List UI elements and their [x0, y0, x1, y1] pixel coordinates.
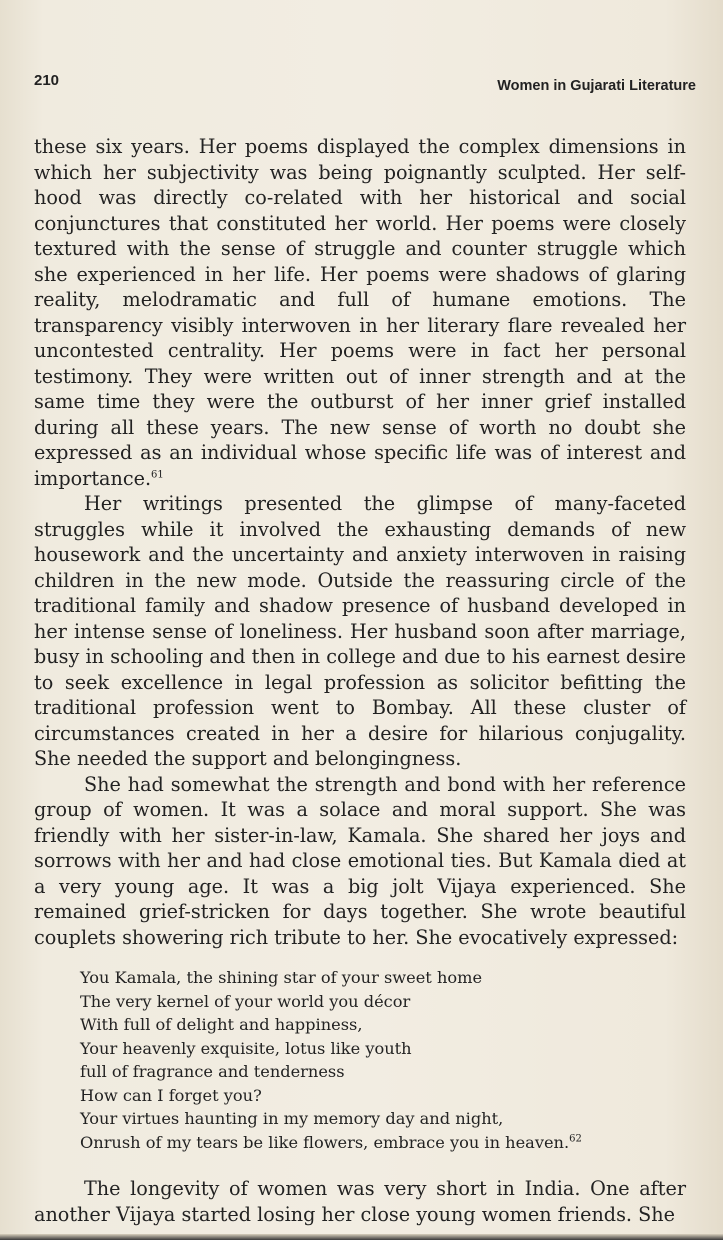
verse-line: How can I forget you?	[80, 1085, 262, 1105]
verse-line: With full of delight and happiness,	[80, 1015, 363, 1034]
closing-paragraph	[34, 1176, 686, 1227]
verse-line: You Kamala, the shining star of your sweet home	[80, 968, 483, 987]
verse-line-last	[80, 1131, 686, 1155]
running-title: Women in Gujarati Literature	[497, 78, 696, 94]
footnote-ref-61: 61	[151, 469, 164, 481]
verse-line: Your heavenly exquisite, lotus like youth	[80, 1038, 412, 1058]
footnote-ref-62: 62	[569, 1133, 582, 1145]
page-number: 210	[34, 72, 60, 89]
paragraph-1	[34, 134, 686, 491]
body-text	[34, 134, 686, 1227]
verse-line: The very kernel of your world you décor	[80, 991, 411, 1011]
paragraph-2-text: Her writings presented the glimpse of many-faceted struggles while it involved the exhausting demands of new housework and the uncertainty and anxiety interwoven in raising children in the new mode. Outside the reassuring circle of the traditional family and shadow presence of husband developed in her intense sense of loneliness. Her husband soon after marriage, busy in schooling and then in college and due to his earnest desire to seek excellence in legal profession as solicitor befitting the traditional profession went to Bombay. All these cluster of circumstances created in her a desire for hilarious conjugality. She needed the support and belongingness.	[34, 492, 686, 770]
page-bottom-edge	[0, 1234, 723, 1240]
paragraph-1-text: these six years. Her poems displayed the complex dimensions in which her subjectivity was being poignantly sculpted. Her self-hood was directly co-related with her historical and social conjunctures that constituted her world. Her poems were closely textured with the sense of struggle and counter struggle which she experienced in her life. Her poems were shadows of glaring reality, melodramatic and full of humane emotions. The transparency visibly interwoven in her literary flare revealed her uncontested centrality. Her poems were in fact her personal testimony. They were written out of inner strength and at the same time they were the outburst of her inner grief installed during all these years. The new sense of worth no doubt she expressed as an individual whose specific life was of interest and importance.	[34, 135, 686, 490]
verse-line-text: Onrush of my tears be like flowers, embrace you in heaven.	[80, 1132, 570, 1152]
paragraph-2	[34, 491, 686, 772]
verse-block	[80, 966, 686, 1154]
page-header	[34, 72, 696, 96]
verse-line: Your virtues haunting in my memory day and night,	[80, 1109, 504, 1128]
verse-line: full of fragrance and tenderness	[80, 1062, 345, 1081]
closing-paragraph-text: The longevity of women was very short in India. One after another Vijaya started losing her close young women friends. She	[34, 1177, 686, 1226]
paragraph-3-text: She had somewhat the strength and bond with her reference group of women. It was a solace and moral support. She was friendly with her sister-in-law, Kamala. She shared her joys and sorrows with her and had close emotional ties. But Kamala died at a very young age. It was a big jolt Vijaya experienced. She remained grief-stricken for days together. She wrote beautiful couplets showering rich tribute to her. She evocatively expressed:	[34, 772, 686, 949]
paragraph-3	[34, 772, 686, 951]
